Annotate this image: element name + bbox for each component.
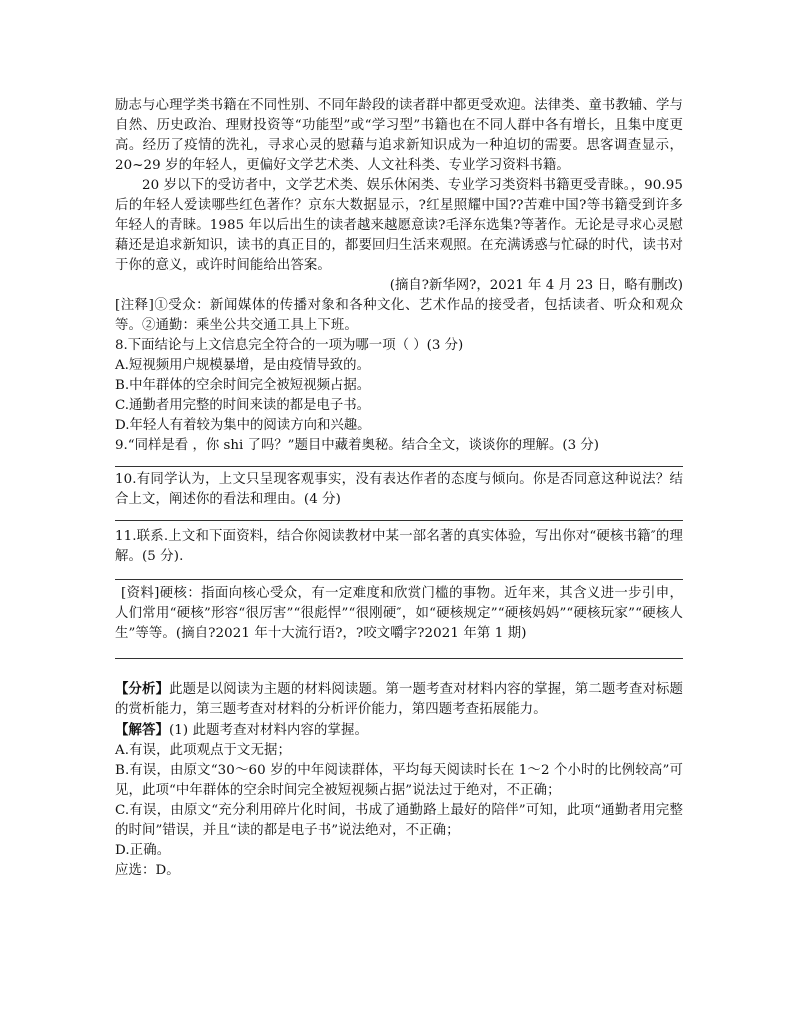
question-8-option-b[interactable]: B.中年群体的空余时间完全被短视频占据。	[115, 378, 371, 393]
question-8-stem: 8.下面结论与上文信息完全符合的一项为哪一项（ ）(3 分)	[115, 338, 464, 353]
answer-choice: 应选：D。	[115, 863, 180, 878]
passage-source: (摘自?新华网?，2021 年 4 月 23 日，略有删改)	[389, 278, 683, 293]
question-8	[115, 336, 683, 436]
question-9: 9.“同样是看 ，你 shi 了吗？”题目中藏着奥秘。结合全文，谈谈你的理解。(3 分)	[115, 438, 599, 453]
passage-note: [注释]①受众：新闻媒体的传播对象和各种文化、艺术作品的接受者，包括读者、听众和观众等。②通勤：乘坐公共交通工具上下班。	[115, 298, 683, 333]
analysis-text: 此题是以阅读为主题的材料阅读题。第一题考查对材料内容的掌握，第二题考查对标题的赏析能力，第三题考查对材料的分析评价能力，第四题考查拓展能力。	[115, 682, 684, 717]
material-block: [资料]硬核：指面向核心受众，有一定难度和欣赏门槛的事物。近年来，其含义进一步引申，人们常用“硬核”形容“很厉害”“很彪悍”“很刚硬″，如“硬核规定”“硬核妈妈”“硬核玩家”“硬核人生”等等。(摘自?2021 年十大流行语?，?咬文嚼字?2021 年第 1 期)	[115, 586, 683, 641]
document-page	[115, 96, 683, 881]
answer-intro-line	[115, 720, 683, 741]
question-8-option-a[interactable]: A.短视频用户规模暴增，是由疫情导致的。	[115, 358, 370, 373]
passage-paragraph-1: 励志与心理学类书籍在不同性别、不同年龄段的读者群中都更受欢迎。法律类、童书教辅、学与自然、历史政治、理财投资等“功能型”或“学习型”书籍也在不同人群中各有增长，且集中度更高。经历了疫情的洗礼，寻求心灵的慰藉与追求新知识成为一种迫切的需要。思客调查显示，20~29 岁的年轻人，更偏好文学艺术类、人文社科类、专业学习资料书籍。	[115, 98, 683, 173]
question-8-option-c[interactable]: C.通勤者用完整的时间来读的都是电子书。	[115, 398, 371, 413]
question-10: 10.有同学认为，上文只呈现客观事实，没有表达作者的态度与倾向。你是否同意这种说法？结合上文，阐述你的看法和理由。(4 分)	[115, 472, 683, 507]
answer-d: D.正确。	[115, 843, 171, 858]
answer-a: A.有误，此项观点于文无据；	[115, 743, 292, 758]
question-11: 11.联系.上文和下面资料，结合你阅读教材中某一部名著的真实体验，写出你对“硬核书籍″的理解。(5 分).	[115, 529, 683, 564]
answer-b: B.有误，由原文“30～60 岁的中年阅读群体，平均每天阅读时长在 1～2 个小时的比例较高”可见，此项“中年群体的空余时间完全被短视频占据”说法过于绝对，不正确；	[115, 763, 683, 798]
answer-intro: (1) 此题考查对材料内容的掌握。	[168, 723, 368, 738]
answer-c: C.有误，由原文“充分利用碎片化时间，书成了通勤路上最好的陪伴”可知，此项“通勤者用完整的时间”错误，并且“读的都是电子书”说法绝对，不正确；	[115, 803, 683, 838]
analysis-paragraph	[115, 679, 683, 720]
passage-paragraph-2: 20 岁以下的受访者中，文学艺术类、娱乐休闲类、专业学习类资料书籍更受青睐。，90.95 后的年轻人爱读哪些红色著作？京东大数据显示，?红星照耀中国??苦难中国?等书籍受到许多年轻人的青睐。1985 年以后出生的读者越来越愿意读?毛泽东选集?等著作。无论是寻求心灵慰藉还是追求新知识，读书的真正目的，都要回归生活来观照。在充满诱惑与忙碌的时代，读书对于你的意义，或许时间能给出答案。	[115, 178, 683, 273]
answer-label: 【解答】	[115, 722, 169, 738]
question-8-option-d[interactable]: D.年轻人有着较为集中的阅读方向和兴趣。	[115, 418, 371, 433]
analysis-label: 【分析】	[115, 681, 170, 697]
